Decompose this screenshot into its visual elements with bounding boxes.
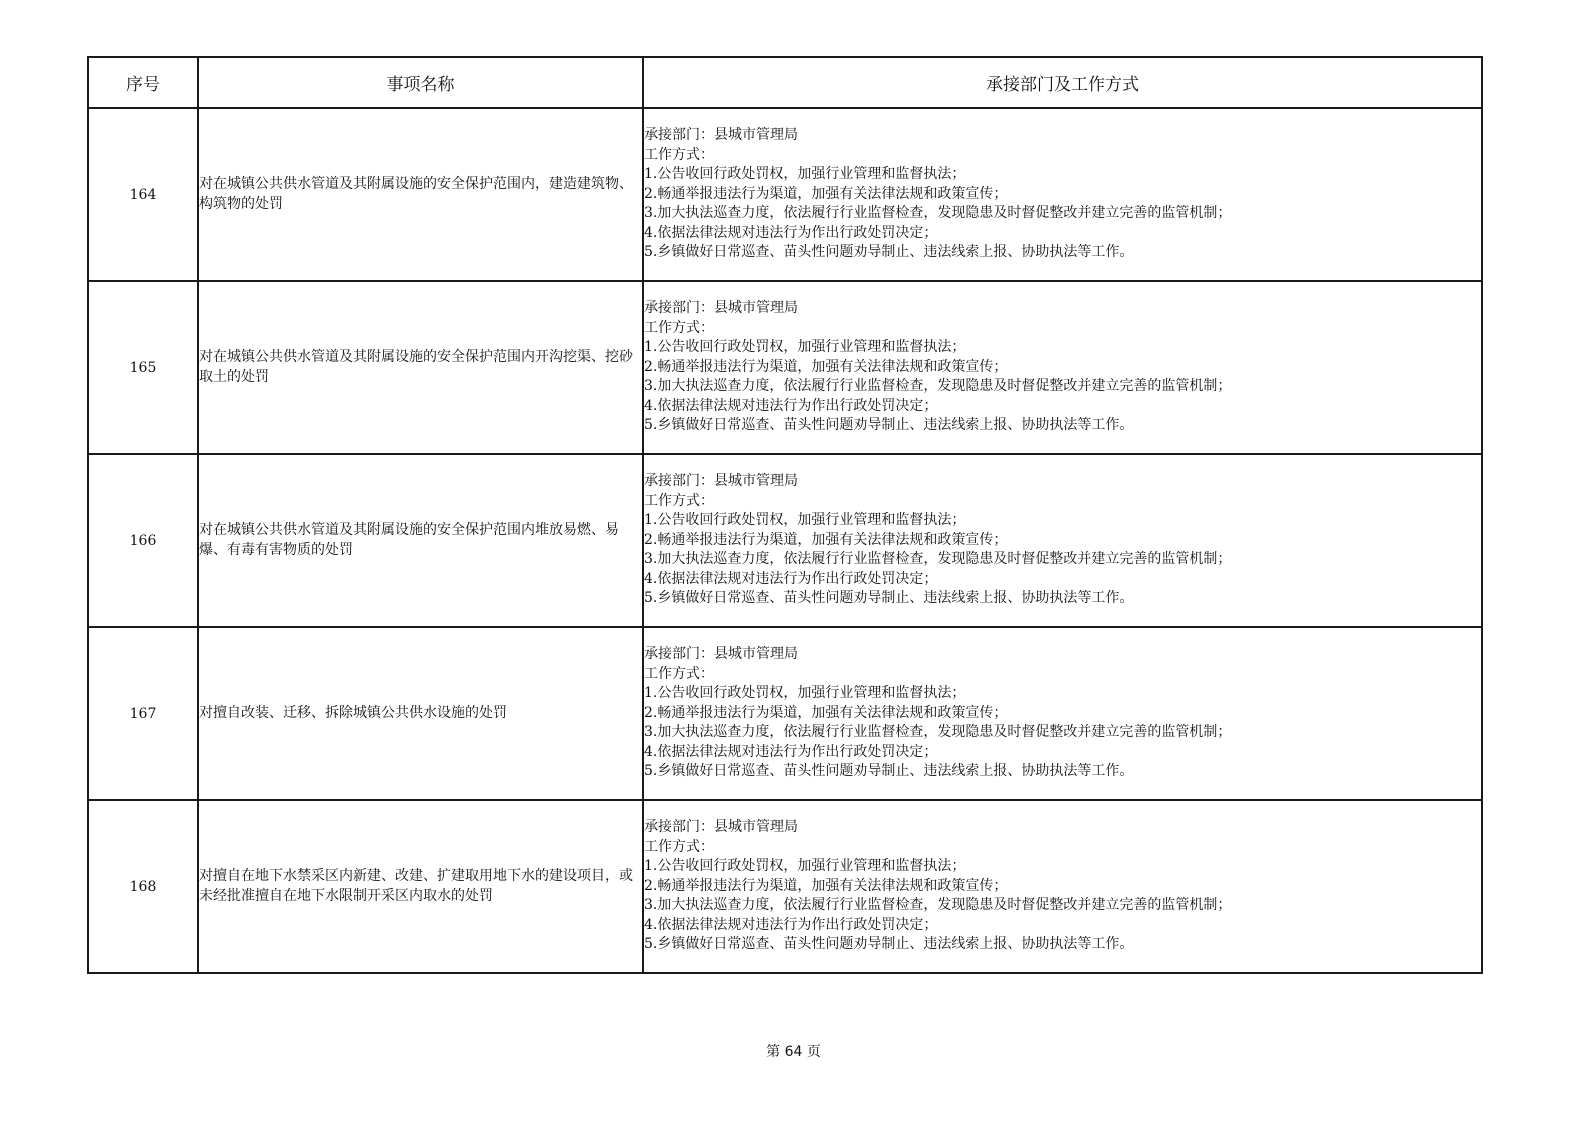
table-row: [88, 800, 1482, 973]
row-dept-method: [643, 108, 1482, 281]
method-line: 3.加大执法巡查力度，依法履行行业监督检查，发现隐患及时督促整改并建立完善的监管机制；: [644, 205, 1232, 222]
header-method: 承接部门及工作方式: [643, 57, 1482, 108]
header-seq: 序号: [88, 57, 198, 108]
method-line: 工作方式：: [644, 492, 714, 509]
method-line: 工作方式：: [644, 838, 714, 855]
method-line: 3.加大执法巡查力度，依法履行行业监督检查，发现隐患及时督促整改并建立完善的监管机制；: [644, 897, 1232, 914]
row-seq-number: 168: [88, 800, 198, 973]
method-line: 4.依据法律法规对违法行为作出行政处罚决定；: [644, 743, 938, 760]
method-line: 1.公告收回行政处罚权，加强行业管理和监督执法；: [644, 512, 966, 529]
method-line: 2.畅通举报违法行为渠道，加强有关法律法规和政策宣传；: [644, 877, 1008, 894]
method-line: 5.乡镇做好日常巡查、苗头性问题劝导制止、违法线索上报、协助执法等工作。: [644, 936, 1134, 953]
method-line: 承接部门：县城市管理局: [644, 646, 798, 663]
method-line: 工作方式：: [644, 319, 714, 336]
row-seq-number: 166: [88, 454, 198, 627]
method-line: 4.依据法律法规对违法行为作出行政处罚决定；: [644, 916, 938, 933]
row-seq-number: 167: [88, 627, 198, 800]
table-row: [88, 108, 1482, 281]
method-line: 4.依据法律法规对违法行为作出行政处罚决定；: [644, 397, 938, 414]
method-line: 5.乡镇做好日常巡查、苗头性问题劝导制止、违法线索上报、协助执法等工作。: [644, 763, 1134, 780]
table-row: [88, 281, 1482, 454]
table-row: [88, 454, 1482, 627]
method-line: 承接部门：县城市管理局: [644, 300, 798, 317]
method-line: 1.公告收回行政处罚权，加强行业管理和监督执法；: [644, 858, 966, 875]
row-dept-method: [643, 454, 1482, 627]
row-item-name: 对在城镇公共供水管道及其附属设施的安全保护范围内堆放易燃、易爆、有毒有害物质的处罚: [198, 454, 643, 627]
method-line: 2.畅通举报违法行为渠道，加强有关法律法规和政策宣传；: [644, 358, 1008, 375]
method-line: 承接部门：县城市管理局: [644, 473, 798, 490]
method-line: 3.加大执法巡查力度，依法履行行业监督检查，发现隐患及时督促整改并建立完善的监管机制；: [644, 378, 1232, 395]
method-line: 5.乡镇做好日常巡查、苗头性问题劝导制止、违法线索上报、协助执法等工作。: [644, 590, 1134, 607]
method-line: 1.公告收回行政处罚权，加强行业管理和监督执法；: [644, 685, 966, 702]
row-item-name: 对在城镇公共供水管道及其附属设施的安全保护范围内开沟挖渠、挖砂取土的处罚: [198, 281, 643, 454]
items-table: [87, 56, 1483, 974]
row-dept-method: [643, 800, 1482, 973]
header-name: 事项名称: [198, 57, 643, 108]
method-line: 承接部门：县城市管理局: [644, 127, 798, 144]
method-line: 2.畅通举报违法行为渠道，加强有关法律法规和政策宣传；: [644, 704, 1008, 721]
method-line: 1.公告收回行政处罚权，加强行业管理和监督执法；: [644, 166, 966, 183]
method-line: 承接部门：县城市管理局: [644, 819, 798, 836]
row-seq-number: 164: [88, 108, 198, 281]
table-body: [88, 108, 1482, 973]
method-line: 3.加大执法巡查力度，依法履行行业监督检查，发现隐患及时督促整改并建立完善的监管机制；: [644, 551, 1232, 568]
row-item-name: 对在城镇公共供水管道及其附属设施的安全保护范围内，建造建筑物、构筑物的处罚: [198, 108, 643, 281]
method-line: 1.公告收回行政处罚权，加强行业管理和监督执法；: [644, 339, 966, 356]
page-number: 第 64 页: [766, 1044, 821, 1060]
row-item-name: 对擅自在地下水禁采区内新建、改建、扩建取用地下水的建设项目，或未经批准擅自在地下水限制开采区内取水的处罚: [198, 800, 643, 973]
header-row: [88, 57, 1482, 108]
method-line: 工作方式：: [644, 665, 714, 682]
row-item-name: 对擅自改装、迁移、拆除城镇公共供水设施的处罚: [198, 627, 643, 800]
method-line: 3.加大执法巡查力度，依法履行行业监督检查，发现隐患及时督促整改并建立完善的监管机制；: [644, 724, 1232, 741]
method-line: 4.依据法律法规对违法行为作出行政处罚决定；: [644, 224, 938, 241]
method-line: 2.畅通举报违法行为渠道，加强有关法律法规和政策宣传；: [644, 531, 1008, 548]
row-dept-method: [643, 281, 1482, 454]
method-line: 5.乡镇做好日常巡查、苗头性问题劝导制止、违法线索上报、协助执法等工作。: [644, 417, 1134, 434]
method-line: 工作方式：: [644, 146, 714, 163]
method-line: 5.乡镇做好日常巡查、苗头性问题劝导制止、违法线索上报、协助执法等工作。: [644, 244, 1134, 261]
method-line: 4.依据法律法规对违法行为作出行政处罚决定；: [644, 570, 938, 587]
row-dept-method: [643, 627, 1482, 800]
method-line: 2.畅通举报违法行为渠道，加强有关法律法规和政策宣传；: [644, 185, 1008, 202]
table-row: [88, 627, 1482, 800]
row-seq-number: 165: [88, 281, 198, 454]
